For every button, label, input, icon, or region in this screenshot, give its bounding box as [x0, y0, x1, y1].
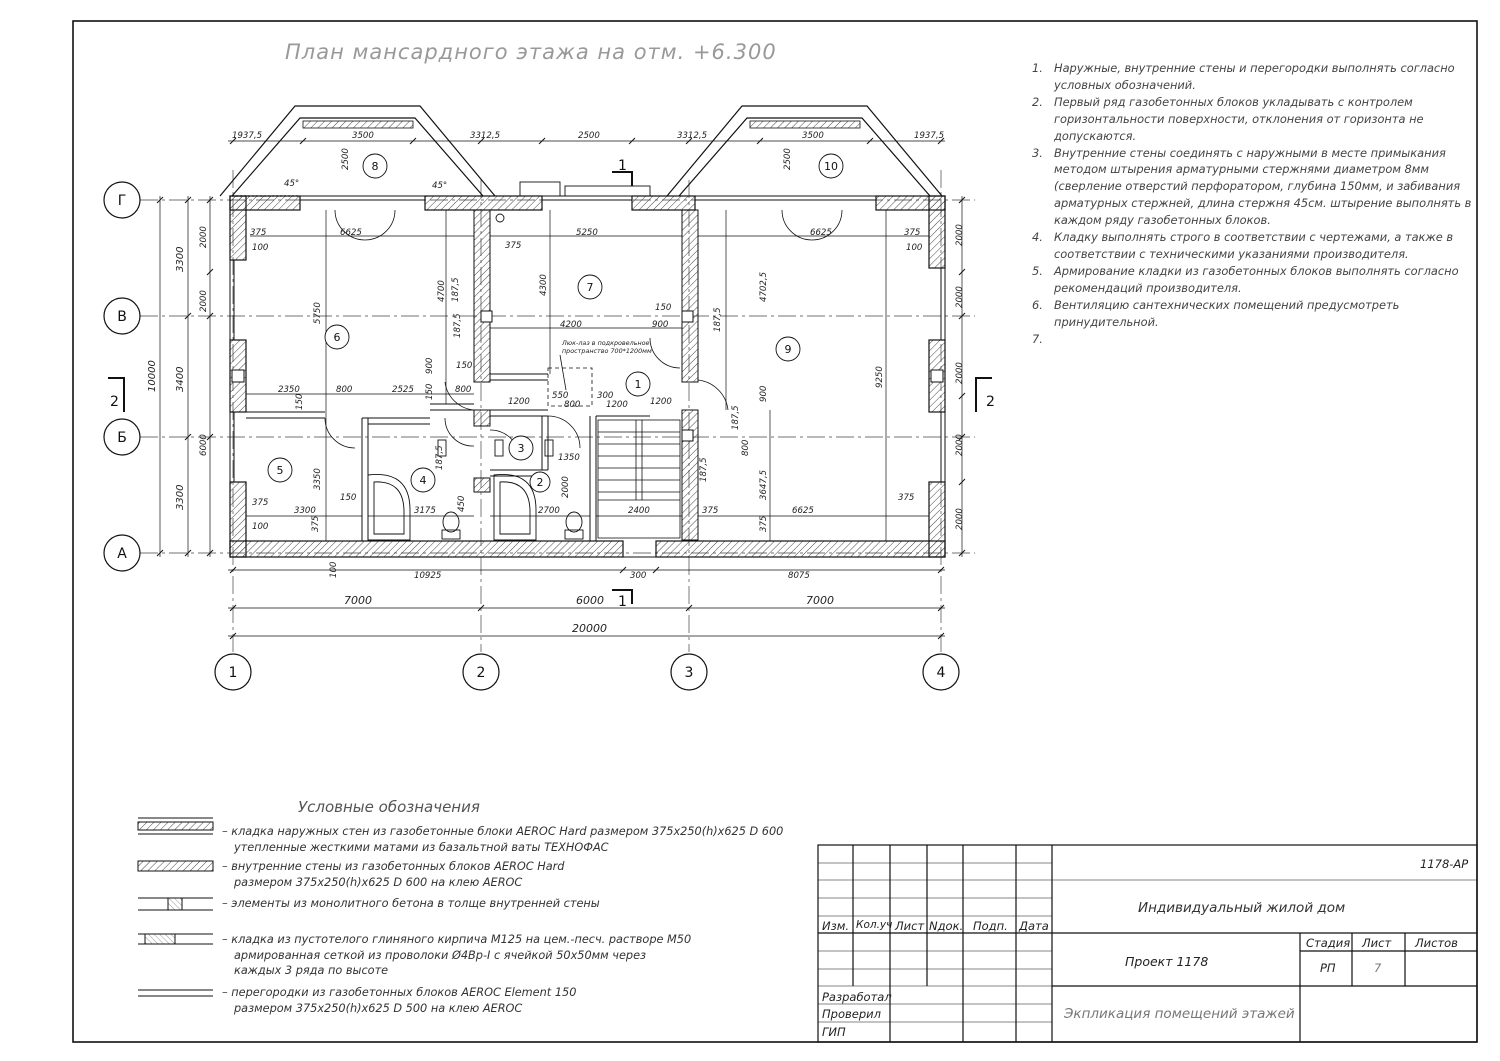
dim-inner-50: 100: [252, 522, 269, 532]
legend-line: размером 375x250(h)x625 D 500 на клею AEROC: [234, 1001, 523, 1015]
dim-inner-51: 375: [311, 515, 321, 532]
stamp-role-checker: Проверил: [822, 1007, 881, 1021]
dim-inner-7: 375: [904, 228, 921, 238]
axis-label-4: 4: [936, 665, 946, 681]
dim-inner-4: 5250: [576, 228, 598, 238]
dim-inner-60: 187,5: [699, 457, 709, 482]
dim-top-7: 1937,5: [914, 131, 945, 141]
dim-inner-45: 2400: [628, 506, 650, 516]
stamp-code: 1178-АР: [1420, 857, 1469, 871]
dim-inner-59: 187,5: [435, 445, 445, 470]
dim-right-5: 2000: [955, 508, 965, 530]
dim-inner-26: 1200: [508, 397, 530, 407]
note-number: 1.: [1032, 61, 1043, 75]
hatch-note-line1: Люк-лаз в подкровельное: [562, 339, 650, 347]
dim-inner-42: 3175: [414, 506, 436, 516]
dim-inner-39: 3350: [313, 468, 323, 490]
axis-label-g: Г: [117, 193, 127, 209]
dim-bottom-axis-1: 7000: [344, 594, 372, 607]
dim-inner-41: 150: [340, 493, 357, 503]
legend-line: – перегородки из газобетонных блоков AEROC Element 150: [222, 986, 577, 999]
note-number: 7.: [1032, 331, 1043, 346]
legend-line: – кладка из пустотелого глиняного кирпича М125 на цем.-песч. растворе М50: [222, 933, 692, 946]
dim-inner-40: 3300: [294, 506, 316, 516]
axis-label-3: 3: [684, 665, 694, 681]
dim-inner-32: 900: [759, 385, 769, 402]
stamp-stage-label: Стадия: [1306, 936, 1351, 950]
room-label-7: 7: [586, 281, 594, 294]
dim-right-1: 2000: [955, 224, 965, 246]
dim-inner-12: 150: [655, 303, 672, 313]
stamp-role-chief: ГИП: [822, 1025, 846, 1039]
dim-inner-25: 150: [425, 383, 435, 400]
stamp-sheets-label: Листов: [1415, 936, 1458, 950]
dim-bottom-axis-3: 7000: [806, 594, 834, 607]
dim-right-3: 2000: [955, 362, 965, 384]
room-label-1: 1: [634, 378, 642, 391]
dim-right-4: 2000: [955, 434, 965, 456]
dim-inner-58: 187,5: [453, 313, 463, 338]
legend-item-interior-wall: [222, 859, 564, 890]
dim-top-5: 3312,5: [677, 131, 708, 141]
room-label-8: 8: [371, 160, 379, 173]
dim-inner-2: 100: [252, 243, 269, 253]
dim-inner-19: 800: [336, 385, 353, 395]
axis-label-b: Б: [117, 430, 127, 446]
dim-left-inner-1: 2000: [199, 226, 209, 248]
general-notes: [1032, 60, 1472, 346]
dim-bottom-inner-3: 8075: [788, 571, 810, 581]
dim-inner-21: 150: [295, 393, 305, 410]
room-label-2: 2: [536, 476, 544, 489]
room-label-3: 3: [517, 442, 525, 455]
legend-line: – внутренние стены из газобетонных блоков AEROC Hard: [222, 860, 565, 873]
stamp-col-list: Лист: [895, 919, 925, 933]
dim-inner-37: 800: [741, 439, 751, 456]
dim-total: 20000: [572, 622, 607, 635]
stamp-col-data: Дата: [1019, 919, 1049, 933]
dim-inner-57: 45°: [432, 181, 448, 191]
dim-inner-9: 4700: [437, 280, 447, 302]
note-item: [1032, 297, 1472, 331]
legend-line: размером 375x250(h)x625 D 600 на клею AEROC: [234, 875, 523, 889]
dim-inner-22: 900: [425, 357, 435, 374]
section-cut-right-label: 2: [986, 394, 995, 410]
note-item: [1032, 60, 1472, 94]
hatch-note-line2: пространство 700*1200мм: [562, 347, 652, 355]
legend-item-concrete: [222, 896, 600, 912]
stamp-col-izm: Изм.: [822, 919, 850, 933]
dim-inner-30: 1200: [606, 400, 628, 410]
dim-inner-56: 45°: [284, 179, 300, 189]
stamp-col-kolich: Кол.уч: [856, 919, 893, 931]
dim-left-3: 3300: [175, 484, 186, 510]
dim-left-inner-2: 2000: [199, 290, 209, 312]
room-label-4: 4: [419, 474, 427, 487]
stamp-sheet-value: 7: [1374, 961, 1382, 975]
note-number: 2.: [1032, 94, 1043, 109]
note-item: [1032, 229, 1472, 263]
legend-line: утепленные жесткими матами из базальтной ваты ТЕХНОФАС: [234, 840, 609, 854]
dim-bottom-inner-2: 300: [630, 571, 647, 581]
dim-inner-36: 3647,5: [759, 469, 769, 500]
room-label-10: 10: [824, 160, 838, 173]
dim-inner-8: 100: [906, 243, 923, 253]
dim-inner-38: 187,5: [731, 405, 741, 430]
dim-inner-13: 4200: [560, 320, 582, 330]
room-label-9: 9: [784, 343, 792, 356]
legend-title: Условные обозначения: [298, 798, 480, 816]
dim-inner-47: 6625: [792, 506, 814, 516]
dim-inner-16: 5750: [313, 302, 323, 324]
note-item: [1032, 263, 1472, 297]
dim-top-2: 3500: [352, 131, 374, 141]
axis-label-a: А: [117, 546, 127, 562]
stamp-role-developer: Разработал: [822, 990, 892, 1004]
note-number: 5.: [1032, 263, 1043, 278]
note-text: Вентиляцию сантехнических помещений предусмотреть принудительной.: [1054, 297, 1400, 329]
note-number: 6.: [1032, 297, 1043, 312]
note-item: [1032, 145, 1472, 230]
legend-item-partition: [222, 985, 576, 1016]
dim-top-3: 3312,5: [470, 131, 501, 141]
section-cut-top-label: 1: [618, 158, 627, 174]
dim-inner-5: 375: [505, 241, 522, 251]
axis-label-v: В: [117, 309, 127, 325]
dim-inner-44: 2700: [538, 506, 560, 516]
dim-inner-28: 800: [564, 400, 581, 410]
dim-inner-24: 150: [456, 361, 473, 371]
plan-title: План мансардного этажа на отм. +6.300: [285, 40, 777, 64]
dim-inner-29: 300: [597, 391, 614, 401]
dim-inner-55: 2500: [783, 148, 793, 170]
dim-inner-17: 9250: [875, 366, 885, 388]
dim-bottom-inner-1: 10925: [414, 571, 442, 581]
dim-left-inner-3: 6000: [199, 434, 209, 456]
room-label-5: 5: [276, 464, 284, 477]
dim-inner-49: 375: [252, 498, 269, 508]
dim-inner-6: 6625: [810, 228, 832, 238]
note-text: Наружные, внутренние стены и перегородки выполнять согласно условных обозначений.: [1054, 61, 1455, 92]
note-text: Армирование кладки из газобетонных блоков выполнять согласно рекомендаций производителя.: [1054, 263, 1459, 295]
note-number: 3.: [1032, 145, 1043, 160]
section-cut-left-label: 2: [110, 394, 119, 410]
dim-inner-31: 1200: [650, 397, 672, 407]
dim-inner-54: 2500: [341, 148, 351, 170]
dim-inner-15: 4702,5: [759, 271, 769, 302]
note-text: Первый ряд газобетонных блоков укладывать с контролем горизонтальности поверхности, отклонения от горизонта не допускаются.: [1054, 94, 1424, 143]
dim-inner-1: 375: [250, 228, 267, 238]
dim-inner-34: 1350: [558, 453, 580, 463]
axis-label-1: 1: [228, 665, 238, 681]
stamp-stage-value: РП: [1320, 961, 1336, 975]
note-text: Внутренние стены соединять с наружными в месте примыкания методом штырения арматурными стержнями диаметром 8мм (сверление отверстий перфоратором, глубина 150мм, и забивания арматурных стержней, длина стержня 45см. штырение выполнять в каждом ряду газобетонных блоков.: [1054, 145, 1472, 228]
dim-left-2: 3400: [175, 366, 186, 392]
dim-inner-11: 4300: [539, 274, 549, 296]
dim-inner-35: 2000: [561, 476, 571, 498]
stamp-object: Индивидуальный жилой дом: [1138, 900, 1346, 916]
dim-left-total: 10000: [147, 360, 158, 392]
dim-top-1: 1937,5: [232, 131, 263, 141]
legend-line: – элементы из монолитного бетона в толще внутренней стены: [222, 897, 600, 910]
legend-line: – кладка наружных стен из газобетонные блоки AEROC Hard размером 375x250(h)x625 D 600: [222, 825, 784, 838]
dim-inner-27: 550: [552, 391, 569, 401]
stamp-col-ndok: Nдок.: [929, 919, 964, 933]
dim-right-2: 2000: [955, 286, 965, 308]
dim-inner-46: 375: [702, 506, 719, 516]
dim-inner-20: 2525: [392, 385, 414, 395]
legend-line: каждых 3 ряда по высоте: [234, 964, 389, 977]
dim-inner-43: 450: [457, 495, 467, 512]
room-label-6: 6: [333, 331, 341, 344]
dim-inner-10: 187,5: [451, 277, 461, 302]
legend-item-exterior-wall: [222, 824, 783, 855]
dim-inner-52: 100: [329, 561, 339, 578]
section-cut-bottom-label: 1: [618, 594, 627, 610]
stamp-project: Проект 1178: [1125, 954, 1209, 969]
dim-left-1: 3300: [175, 246, 186, 272]
dim-top-4: 2500: [578, 131, 600, 141]
note-text: Кладку выполнять строго в соответствии с чертежами, а также в соответствии с техническими указаниями производителя.: [1054, 230, 1454, 261]
legend-item-brick: [222, 932, 691, 979]
note-item: [1032, 94, 1472, 145]
note-number: 4.: [1032, 230, 1043, 245]
dim-inner-48: 375: [898, 493, 915, 503]
axis-label-2: 2: [476, 665, 486, 681]
legend-line: армированная сеткой из проволоки Ø4Вр-I с ячейкой 50х50мм через: [234, 948, 647, 962]
dim-inner-23: 800: [455, 385, 472, 395]
dim-inner-14: 900: [652, 320, 669, 330]
dim-inner-53: 375: [759, 515, 769, 532]
stamp-sheet-title: Экпликация помещений этажей: [1064, 1006, 1295, 1022]
dim-inner-33: 187,5: [713, 307, 723, 332]
stamp-col-podp: Подп.: [973, 919, 1008, 933]
stamp-sheet-label: Лист: [1362, 936, 1392, 950]
dim-inner-18: 2350: [278, 385, 300, 395]
dim-bottom-axis-2: 6000: [576, 594, 604, 607]
dim-inner-3: 6625: [340, 228, 362, 238]
dim-top-6: 3500: [802, 131, 824, 141]
